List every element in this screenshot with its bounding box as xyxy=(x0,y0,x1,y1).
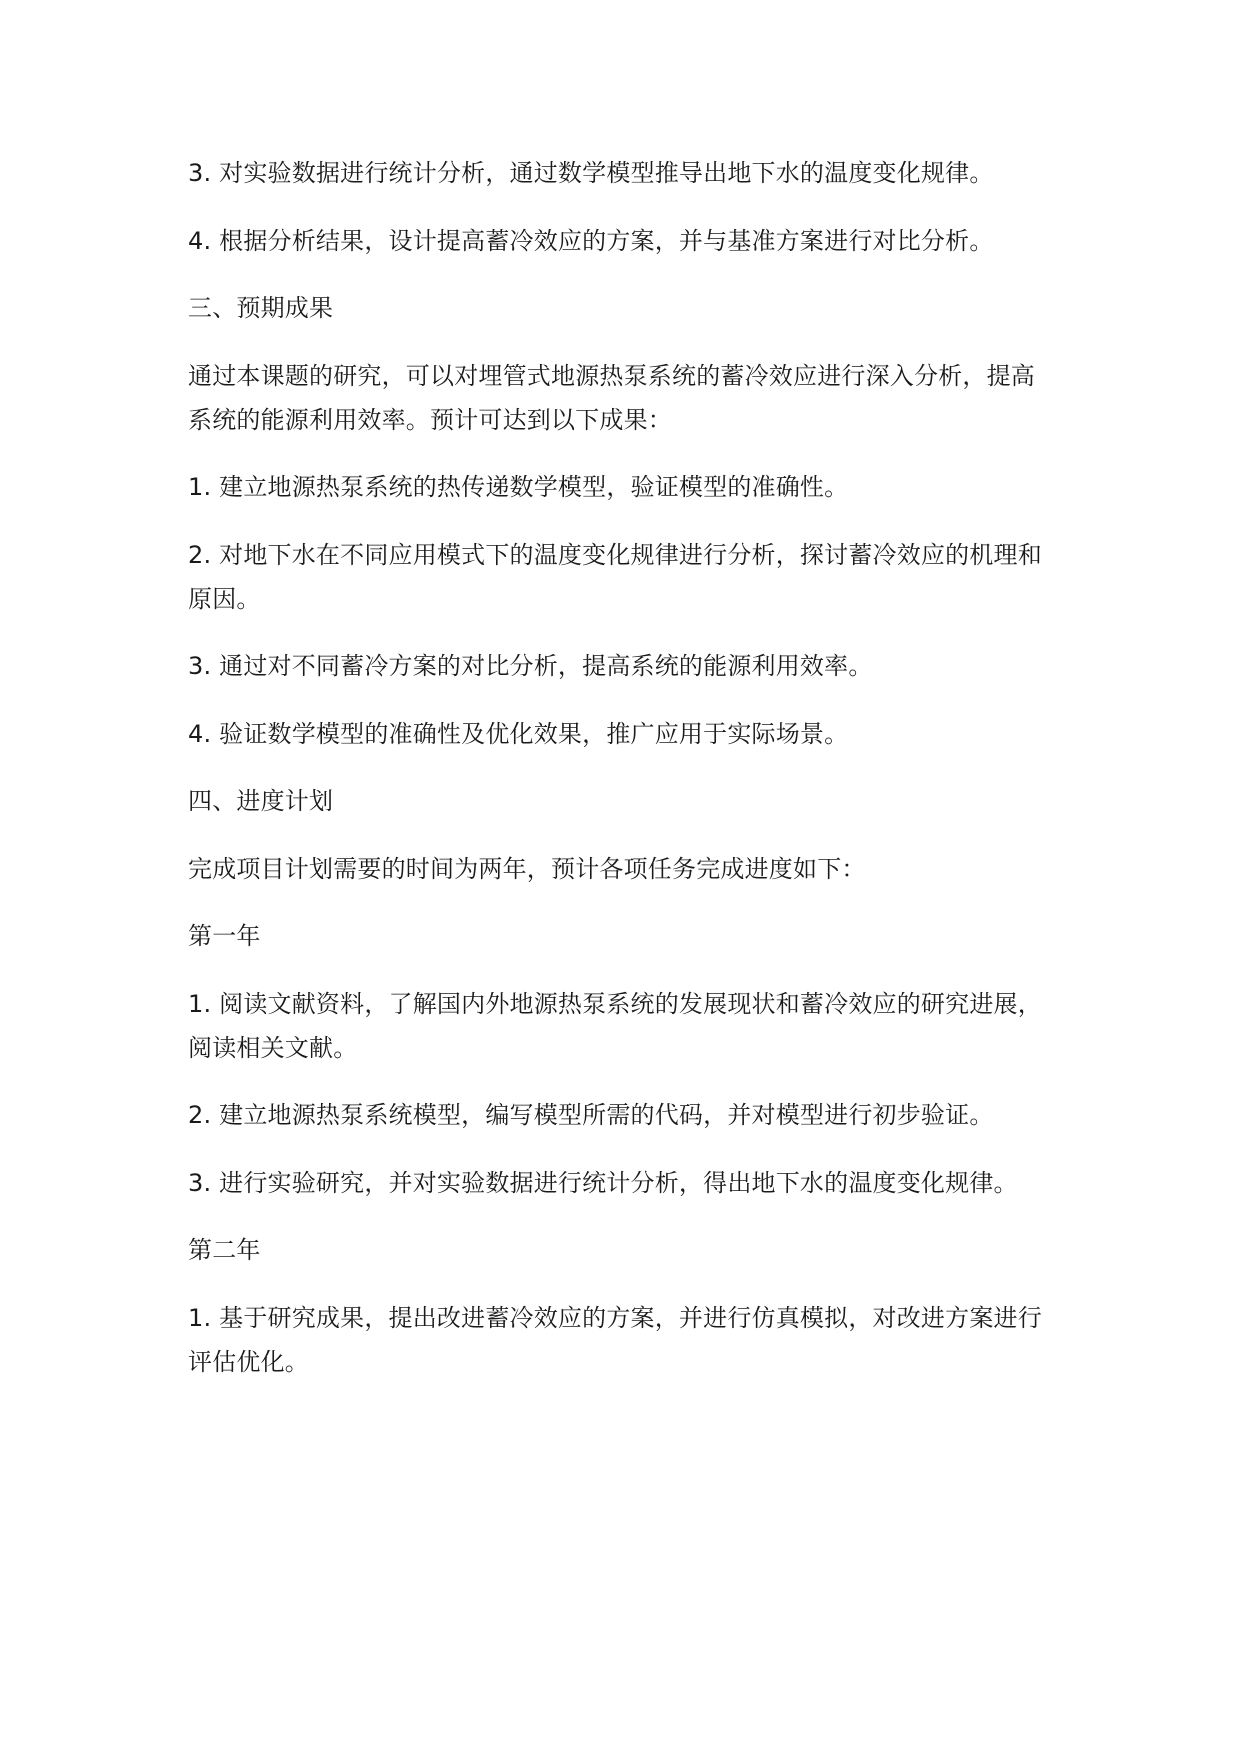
list-item: 1. 阅读文献资料，了解国内外地源热泵系统的发展现状和蓄冷效应的研究进展，阅读相关文献。 xyxy=(188,989,1042,1062)
list-item: 1. 基于研究成果，提出改进蓄冷效应的方案，并进行仿真模拟，对改进方案进行评估优化。 xyxy=(188,1303,1042,1376)
list-item: 3. 对实验数据进行统计分析，通过数学模型推导出地下水的温度变化规律。 xyxy=(188,159,994,187)
list-item: 4. 根据分析结果，设计提高蓄冷效应的方案，并与基准方案进行对比分析。 xyxy=(188,226,994,255)
body-paragraph: 通过本课题的研究，可以对埋管式地源热泵系统的蓄冷效应进行深入分析，提高系统的能源利用效率。预计可达到以下成果： xyxy=(188,361,1035,434)
list-item: 3. 通过对不同蓄冷方案的对比分析，提高系统的能源利用效率。 xyxy=(188,652,873,680)
section-heading: 三、预期成果 xyxy=(188,294,334,322)
list-item: 3. 进行实验研究，并对实验数据进行统计分析，得出地下水的温度变化规律。 xyxy=(188,1168,1018,1197)
body-paragraph: 完成项目计划需要的时间为两年，预计各项任务完成进度如下： xyxy=(188,854,866,883)
document-body xyxy=(188,151,1044,1407)
subheading-year-two: 第二年 xyxy=(188,1236,261,1264)
section-heading: 四、进度计划 xyxy=(188,787,334,815)
subheading-year-one: 第一年 xyxy=(188,922,261,950)
list-item: 2. 对地下水在不同应用模式下的温度变化规律进行分析，探讨蓄冷效应的机理和原因。 xyxy=(188,540,1042,613)
list-item: 1. 建立地源热泵系统的热传递数学模型，验证模型的准确性。 xyxy=(188,473,849,501)
list-item: 4. 验证数学模型的准确性及优化效果，推广应用于实际场景。 xyxy=(188,719,849,748)
list-item: 2. 建立地源热泵系统模型，编写模型所需的代码，并对模型进行初步验证。 xyxy=(188,1101,994,1129)
